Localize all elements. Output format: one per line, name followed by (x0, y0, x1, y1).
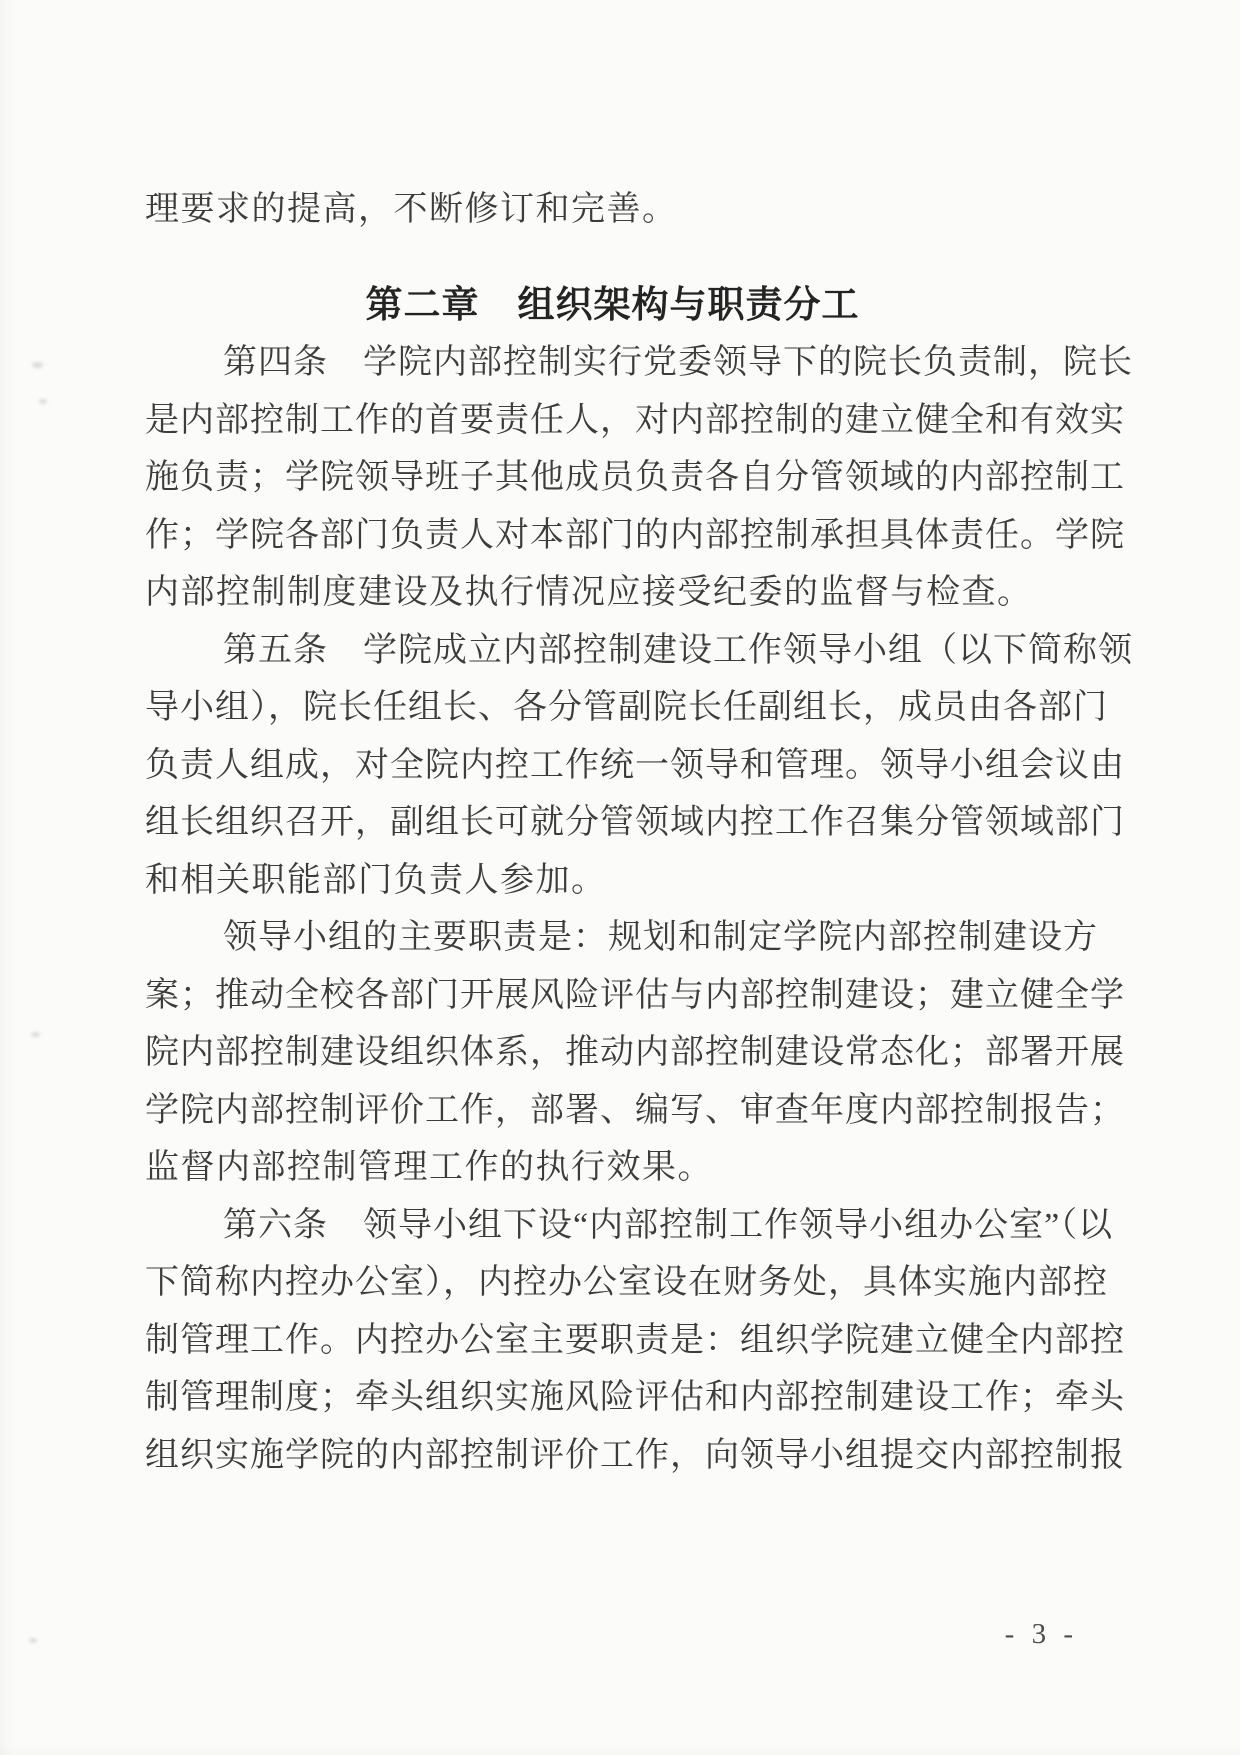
page-number: - 3 - (1004, 1618, 1078, 1650)
text-line: 组长组织召开，副组长可就分管领域内控工作召集分管领域部门 (145, 804, 1125, 841)
document-body (145, 181, 1133, 1484)
text-line: 下简称内控办公室），内控办公室设在财务处，具体实施内部控 (145, 1264, 1108, 1301)
text-line: 理要求的提高，不断修订和完善。 (145, 191, 678, 228)
text-line: 组织实施学院的内部控制评价工作，向领导小组提交内部控制报 (145, 1436, 1125, 1474)
text-line: 学院内部控制评价工作，部署、编写、审查年度内部控制报告； (145, 1091, 1125, 1129)
text-line: 负责人组成，对全院内控工作统一领导和管理。领导小组会议由 (145, 746, 1125, 784)
text-line: 领导小组的主要职责是：规划和制定学院内部控制建设方 (223, 919, 1098, 956)
text-line: 制管理制度；牵头组织实施风险评估和内部控制建设工作；牵头 (145, 1379, 1125, 1416)
text-line-article-6: 第六条 领导小组下设“内部控制工作领导小组办公室”（以 (223, 1206, 1114, 1244)
text-line: 案；推动全校各部门开展风险评估与内部控制建设；建立健全学 (145, 976, 1125, 1014)
text-line: 监督内部控制管理工作的执行效果。 (145, 1149, 713, 1186)
chapter-heading: 第二章 组织架构与职责分工 (365, 284, 860, 326)
scan-artifact (32, 362, 43, 368)
text-line: 施负责；学院领导班子其他成员负责各自分管领域的内部控制工 (145, 459, 1125, 496)
text-line-article-4: 第四条 学院内部控制实行党委领导下的院长负责制，院长 (223, 344, 1133, 381)
text-line: 和相关职能部门负责人参加。 (145, 861, 607, 899)
scan-artifact (31, 1032, 40, 1037)
text-line: 制管理工作。内控办公室主要职责是：组织学院建立健全内部控 (145, 1321, 1125, 1359)
text-line-article-5: 第五条 学院成立内部控制建设工作领导小组（以下简称领 (223, 631, 1133, 669)
text-line: 是内部控制工作的首要责任人，对内部控制的建立健全和有效实 (145, 401, 1125, 439)
scan-artifact (29, 1638, 37, 1643)
text-line: 作；学院各部门负责人对本部门的内部控制承担具体责任。学院 (145, 516, 1125, 554)
scan-artifact (39, 399, 47, 404)
text-line: 内部控制制度建设及执行情况应接受纪委的监督与检查。 (145, 574, 1033, 611)
text-line: 导小组），院长任组长、各分管副院长任副组长，成员由各部门 (145, 689, 1108, 726)
text-line: 院内部控制建设组织体系，推动内部控制建设常态化；部署开展 (145, 1034, 1125, 1071)
